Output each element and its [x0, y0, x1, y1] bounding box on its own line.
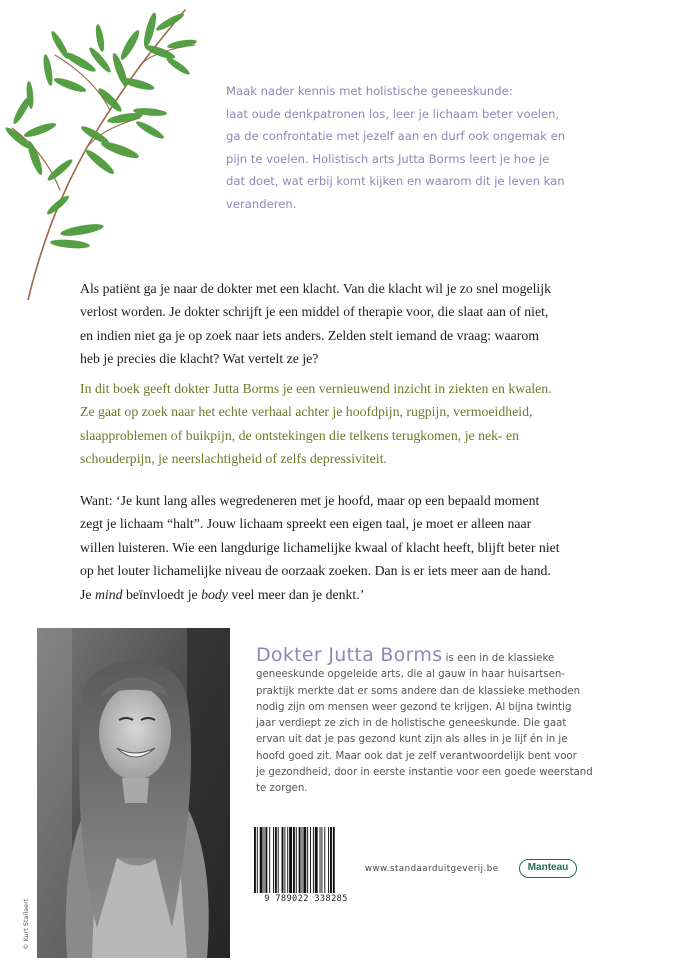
quote-text: veel meer dan je denkt.’: [227, 586, 365, 602]
quote-text: Je: [80, 586, 95, 602]
intro-line: ga de confrontatie met jezelf aan en durf ook ongemak en: [226, 129, 566, 144]
paragraph-line: schouderpijn, je neerslachtigheid of zelfs depressiviteit.: [80, 451, 387, 467]
intro-line: laat oude denkpatronen los, leer je lichaam beter voelen,: [226, 106, 560, 121]
barcode-bar: [273, 827, 274, 893]
author-name: Dokter Jutta Borms: [256, 644, 443, 666]
paragraph-line: heb je precies die klacht? Wat vertelt ze je?: [80, 351, 319, 367]
barcode-bar: [313, 827, 314, 893]
bio-line: geneeskunde opgeleide arts, die al gauw in haar huisartsen-: [256, 669, 565, 681]
barcode-bar: [293, 827, 295, 893]
paragraph-line: [80, 583, 640, 606]
quote-italic-mind: mind: [94, 586, 123, 602]
bio-line: hoofd goed zit. Maar ook dat je zelf verantwoordelijk bent voor: [256, 750, 577, 762]
publisher-logo: Manteau: [519, 859, 577, 878]
paragraph-2-highlight: [80, 377, 640, 471]
paragraph-line: In dit boek geeft dokter Jutta Borms je een vernieuwend inzicht in ziekten en kwalen.: [80, 381, 552, 396]
barcode-bar: [296, 827, 297, 893]
isbn-barcode: [253, 827, 357, 895]
intro-line: veranderen.: [226, 196, 297, 211]
eucalyptus-branch-illustration: [0, 0, 200, 300]
barcode-bar: [333, 827, 335, 893]
publisher-website: www.standaarduitgeverij.be: [365, 864, 499, 874]
barcode-bar: [289, 827, 292, 893]
bio-line: je gezondheid, door in eerste instantie voor een goede weerstand: [256, 767, 593, 779]
barcode-bar: [315, 827, 318, 893]
paragraph-line: willen luisteren. Wie een langdurige lichamelijke kwaal of klacht heeft, blijft beter niet: [80, 539, 560, 555]
bio-text: is een in de klassieke: [442, 653, 555, 664]
barcode-bar: [328, 827, 329, 893]
intro-line: Maak nader kennis met holistische geneeskunde:: [226, 84, 513, 98]
paragraph-line: en indien niet ga je op zoek naar iets anders. Zelden stelt iemand de vraag: waarom: [80, 327, 539, 343]
paragraph-3-quote: [80, 489, 640, 606]
barcode-bar: [275, 827, 277, 893]
barcode-bar: [299, 827, 301, 893]
intro-line: pijn te voelen. Holistisch arts Jutta Borms leert je hoe je: [226, 151, 550, 166]
paragraph-line: zegt je lichaam “halt”. Jouw lichaam spreekt een eigen taal, je moet er alleen naar: [80, 516, 532, 532]
bio-first-line: [256, 644, 638, 667]
bio-line: nodig zijn om mensen weer gezond te krijgen. Al bijna twintig: [256, 701, 572, 713]
paragraph-line: slaapproblemen of buikpijn, de ontstekingen die telkens terugkomen, je nek- en: [80, 427, 520, 443]
paragraph-line: Ze gaat op zoek naar het echte verhaal achter je hoofdpijn, rugpijn, vermoeidheid,: [80, 404, 533, 420]
paragraph-1: [80, 277, 640, 371]
barcode-bar: [310, 827, 311, 893]
barcode-bar: [302, 827, 303, 893]
bio-line: jaar verdiept ze zich in de holistische geneeskunde. Die gaat: [256, 718, 567, 730]
barcode-bar: [287, 827, 288, 893]
barcode-bar: [269, 827, 270, 893]
barcode-bar: [278, 827, 279, 893]
barcode-bar: [257, 827, 258, 893]
quote-italic-body: body: [201, 586, 228, 602]
intro-text: [226, 80, 631, 216]
bio-line: te zorgen.: [256, 783, 308, 795]
paragraph-line: op het louter lichamelijke niveau de oorzaak zoeken. Dan is er iets meer aan de hand.: [80, 563, 551, 579]
intro-line: dat doet, wat erbij komt kijken en waarom dit je leven kan: [226, 174, 565, 189]
photo-credit: © Kurt Stallaert: [22, 898, 30, 950]
barcode-bar: [284, 827, 285, 893]
barcode-bar: [307, 827, 308, 893]
author-bio: [256, 644, 638, 798]
barcode-bar: [324, 827, 325, 893]
author-portrait-illustration: [37, 628, 230, 958]
paragraph-line: verlost worden. Je dokter schrijft je een middel of therapie voor, die slaat aan of niet,: [80, 304, 549, 320]
barcode-bar: [264, 827, 265, 893]
bio-line: ervan uit dat je pas gezond kunt zijn als alles in je lijf én in je: [256, 734, 568, 746]
barcode-bar: [320, 827, 321, 893]
paragraph-line: Als patiënt ga je naar de dokter met een klacht. Van die klacht wil je zo snel mogelijk: [80, 281, 551, 296]
barcode-bar: [260, 827, 263, 893]
barcode-bar: [282, 827, 284, 893]
author-photo: [37, 628, 230, 958]
barcode-bar: [265, 827, 267, 893]
barcode-bar: [321, 827, 322, 893]
isbn-number: 9 789022 338285: [264, 894, 348, 904]
barcode-bar: [330, 827, 332, 893]
paragraph-line: Want: ‘Je kunt lang alles wegredeneren met je hoofd, maar op een bepaald moment: [80, 493, 540, 508]
barcode-bar: [303, 827, 306, 893]
quote-text: beïnvloedt je: [122, 586, 202, 602]
bio-line: praktijk merkte dat er soms andere dan de klassieke methoden: [256, 685, 581, 697]
barcode-bar: [254, 827, 256, 893]
